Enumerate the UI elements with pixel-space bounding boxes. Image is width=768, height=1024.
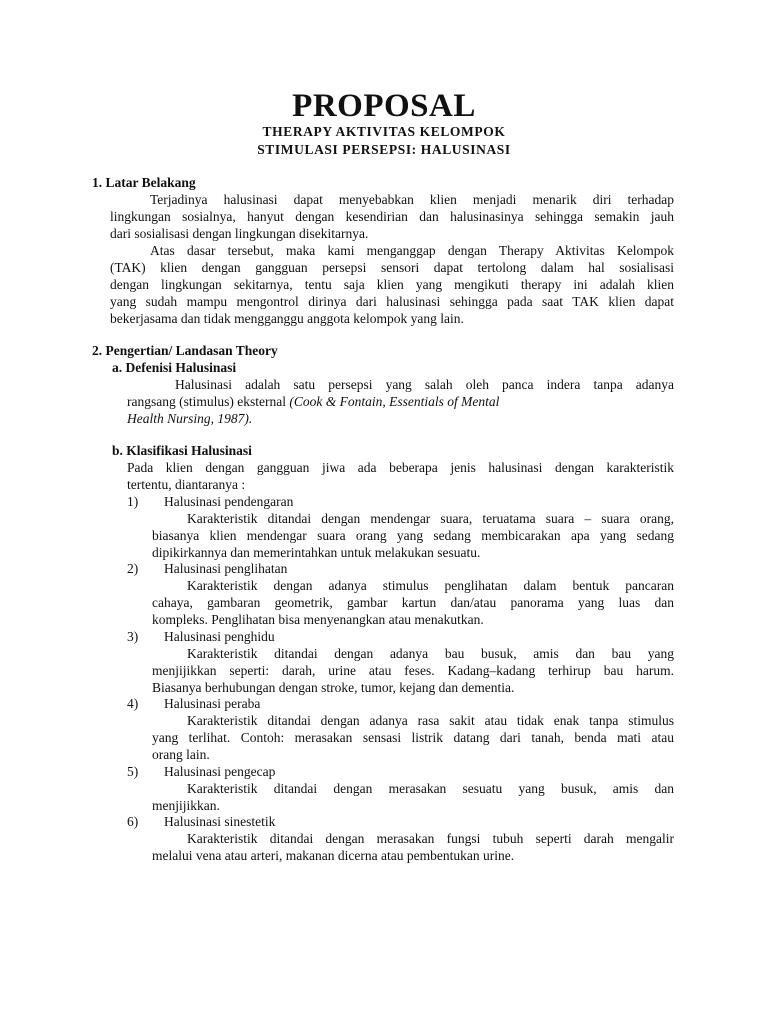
item-5-name: Halusinasi pengecap bbox=[164, 764, 276, 779]
item-6-desc-line-1: Karakteristik ditandai dengan merasakan fungsi tubuh seperti darah mengalir bbox=[187, 831, 674, 846]
section-2a-line-1: Halusinasi adalah satu persepsi yang salah oleh panca indera tanpa adanya bbox=[175, 377, 674, 392]
item-6-number: 6) bbox=[127, 814, 139, 829]
item-3-desc-line-1: Karakteristik ditandai dengan adanya bau busuk, amis dan bau yang bbox=[187, 646, 674, 661]
item-4-desc-line-3: orang lain. bbox=[152, 747, 210, 762]
document-subtitle-2: STIMULASI PERSEPSI: HALUSINASI bbox=[257, 142, 511, 157]
section-2a-line-2 bbox=[127, 394, 499, 410]
item-3-name: Halusinasi penghidu bbox=[164, 629, 275, 644]
item-2-desc-line-1: Karakteristik dengan adanya stimulus penglihatan dalam bentuk pancaran bbox=[187, 578, 674, 593]
section-2a-heading: a. Defenisi Halusinasi bbox=[112, 360, 237, 375]
section-2b-intro-line-1: Pada klien dengan gangguan jiwa ada beberapa jenis halusinasi dengan karakteristik bbox=[127, 460, 674, 475]
item-1-desc-line-2: biasanya klien mendengar suara orang yang sedang membicarakan apa yang sedang bbox=[152, 528, 674, 543]
item-6-name: Halusinasi sinestetik bbox=[164, 814, 276, 829]
item-5-number: 5) bbox=[127, 764, 139, 779]
section-2a-citation-2: Health Nursing, 1987). bbox=[127, 411, 253, 426]
section-2a-line-2-text: rangsang (stimulus) eksternal bbox=[127, 394, 286, 409]
item-3-number: 3) bbox=[127, 629, 139, 644]
section-2b-intro-line-2: tertentu, diantaranya : bbox=[127, 477, 246, 492]
section-2a-citation-1: (Cook & Fontain, Essentials of Mental bbox=[289, 394, 500, 409]
section-1-p2-line-4: yang sudah mampu mengontrol dirinya dari halusinasi sehingga pada saat TAK klien dapat bbox=[110, 294, 674, 309]
item-5-desc-line-2: menjijikkan. bbox=[152, 798, 220, 813]
section-1-p2-line-1: Atas dasar tersebut, maka kami menganggap dengan Therapy Aktivitas Kelompok bbox=[150, 243, 674, 258]
section-1-p1-line-1: Terjadinya halusinasi dapat menyebabkan klien menjadi menarik diri terhadap bbox=[150, 192, 674, 207]
section-1-heading: 1. Latar Belakang bbox=[92, 175, 196, 190]
item-5-desc-line-1: Karakteristik ditandai dengan merasakan sesuatu yang busuk, amis dan bbox=[187, 781, 674, 796]
item-4-desc-line-1: Karakteristik ditandai dengan adanya rasa sakit atau tidak enak tanpa stimulus bbox=[187, 713, 674, 728]
section-2b-heading: b. Klasifikasi Halusinasi bbox=[112, 443, 252, 458]
document-title: PROPOSAL bbox=[292, 88, 476, 124]
item-4-desc-line-2: yang terlihat. Contoh: merasakan sensasi listrik datang dari tanah, benda mati atau bbox=[152, 730, 674, 745]
item-4-number: 4) bbox=[127, 696, 139, 711]
item-2-name: Halusinasi penglihatan bbox=[164, 561, 288, 576]
item-1-desc-line-3: dipikirkannya dan memerintahkan untuk melakukan sesuatu. bbox=[152, 545, 481, 560]
section-1-p2-line-5: bekerjasama dan tidak mengganggu anggota kelompok yang lain. bbox=[110, 311, 464, 326]
item-2-number: 2) bbox=[127, 561, 139, 576]
item-1-number: 1) bbox=[127, 494, 139, 509]
item-4-name: Halusinasi peraba bbox=[164, 696, 261, 711]
section-1-p1-line-3: dari sosialisasi dengan lingkungan disekitarnya. bbox=[110, 226, 369, 241]
item-6-desc-line-2: melalui vena atau arteri, makanan dicerna atau pembentukan urine. bbox=[152, 848, 515, 863]
item-3-desc-line-3: Biasanya berhubungan dengan stroke, tumor, kejang dan dementia. bbox=[152, 680, 515, 695]
section-1-p1-line-2: lingkungan sosialnya, hanyut dengan kesendirian dan halusinasinya sehingga semakin jauh bbox=[110, 209, 674, 224]
section-1-p2-line-3: dengan lingkungan sekitarnya, tentu saja klien yang mengikuti therapy ini adalah klien bbox=[110, 277, 674, 292]
section-2-heading: 2. Pengertian/ Landasan Theory bbox=[92, 343, 278, 358]
item-1-desc-line-1: Karakteristik ditandai dengan mendengar suara, teruatama suara – suara orang, bbox=[187, 511, 674, 526]
item-1-name: Halusinasi pendengaran bbox=[164, 494, 294, 509]
document-subtitle-1: THERAPY AKTIVITAS KELOMPOK bbox=[262, 124, 506, 139]
item-2-desc-line-3: kompleks. Penglihatan bisa menyenangkan atau menakutkan. bbox=[152, 612, 484, 627]
item-3-desc-line-2: menjijikkan seperti: darah, urine atau feses. Kadang–kadang terhirup bau harum. bbox=[152, 663, 674, 678]
item-2-desc-line-2: cahaya, gambaran geometrik, gambar kartun dan/atau panorama yang luas dan bbox=[152, 595, 674, 610]
section-1-p2-line-2: (TAK) klien dengan gangguan persepsi sensori dapat tertolong dalam hal sosialisasi bbox=[110, 260, 674, 275]
